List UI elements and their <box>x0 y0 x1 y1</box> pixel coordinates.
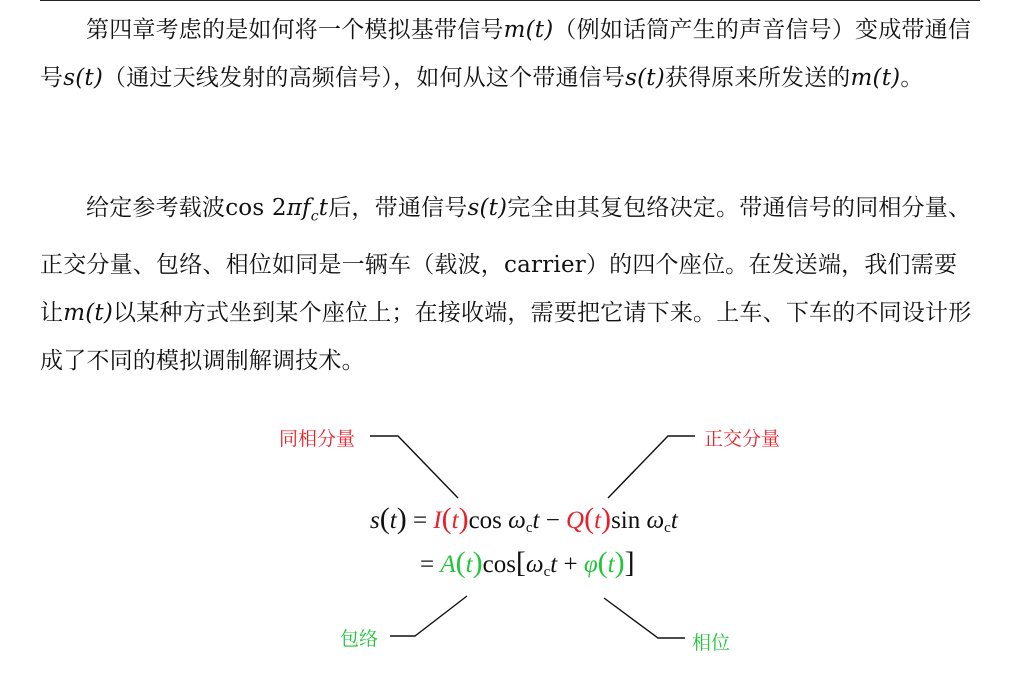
eq-cos: cos <box>468 507 502 534</box>
paragraph-intro <box>40 6 980 102</box>
eq-cos: cos <box>482 551 516 578</box>
eq-t: t <box>670 507 678 534</box>
label-quadrature: 正交分量 <box>704 428 781 450</box>
leader-line-envelope <box>390 596 467 636</box>
eq-A: A <box>440 551 456 578</box>
label-in-phase: 同相分量 <box>279 428 356 450</box>
eq-omega: ω <box>525 551 544 578</box>
eq-sub-c: c <box>664 520 671 536</box>
eq-t: t <box>532 507 540 534</box>
eq-minus: − <box>545 507 560 534</box>
eq-plus: + <box>563 551 578 578</box>
eq-sin: sin <box>611 507 641 534</box>
text-segment: （例如话筒产生的声音信号）变成带通信号 <box>40 17 972 91</box>
eq-omega: ω <box>508 507 526 534</box>
text-segment: 以某种方式坐到某个座位上；在接收端，需要把它请下来。上车、下车的不同设计形成了不同的模拟调制解调技术。 <box>40 299 972 374</box>
math-m-t: m(t) <box>63 299 114 326</box>
text-segment: 后，带通信号 <box>328 195 468 221</box>
eq-sub-c: c <box>525 520 533 536</box>
eq-t: t <box>550 551 558 578</box>
leader-line-phase <box>604 598 685 638</box>
math-s-t: s(t) <box>625 65 665 91</box>
eq-Q: Q <box>566 507 585 534</box>
eq-t: t <box>465 551 473 578</box>
math-m-t: m(t) <box>503 17 554 43</box>
signal-components-diagram <box>0 400 1015 679</box>
eq-equals: = <box>420 551 435 578</box>
eq-s: s <box>370 507 380 534</box>
math-f: f <box>302 195 311 221</box>
leader-lines <box>0 400 1015 679</box>
text-segment: 第四章考虑的是如何将一个模拟基带信号 <box>86 17 504 43</box>
label-envelope: 包络 <box>340 628 379 650</box>
math-carrier <box>225 195 329 225</box>
leader-line-in-phase <box>370 436 458 498</box>
math-s-t: s(t) <box>63 65 103 91</box>
eq-I: I <box>433 507 442 534</box>
eq-omega: ω <box>646 507 665 534</box>
math-pi: π <box>286 195 303 221</box>
label-phase: 相位 <box>692 632 731 654</box>
equation-line-1: s(t) = I(t)cos $\omega_ct - Q(t)\sin$ $\omega_ct$ <box>370 502 678 536</box>
leader-line-quadrature <box>608 436 695 498</box>
text-segment: （通过天线发射的高频信号），如何从这个带通信号 <box>103 65 626 91</box>
eq-t: t <box>607 551 615 578</box>
text-segment: 给定参考载波 <box>86 195 226 221</box>
eq-t: t <box>594 507 602 534</box>
math-s-t: s(t) <box>467 195 508 221</box>
math-sub-c: c <box>310 208 319 225</box>
eq-equals: = <box>412 507 428 534</box>
eq-t: t <box>451 507 459 534</box>
math-cos: cos 2 <box>225 195 287 221</box>
equation-line-2: = $A(t)\cos[\omega_ct + \varphi(t)]$ <box>420 546 635 580</box>
text-segment: 完全由其复包络决定。带通信号的同相分量、正交分量、包络、相位如同是一辆车（载波，carrier）的四个座位。在发送端，我们需要让 <box>40 195 972 326</box>
text-segment: 。 <box>900 65 924 91</box>
top-rule <box>40 0 980 1</box>
text-segment: 获得原来所发送的 <box>664 65 851 91</box>
paragraph-carrier <box>40 184 980 385</box>
eq-sub-c: c <box>543 564 551 580</box>
eq-phi: φ <box>583 551 598 578</box>
math-m-t: m(t) <box>850 65 901 91</box>
math-t: t <box>318 195 329 221</box>
eq-t: t <box>389 507 397 534</box>
